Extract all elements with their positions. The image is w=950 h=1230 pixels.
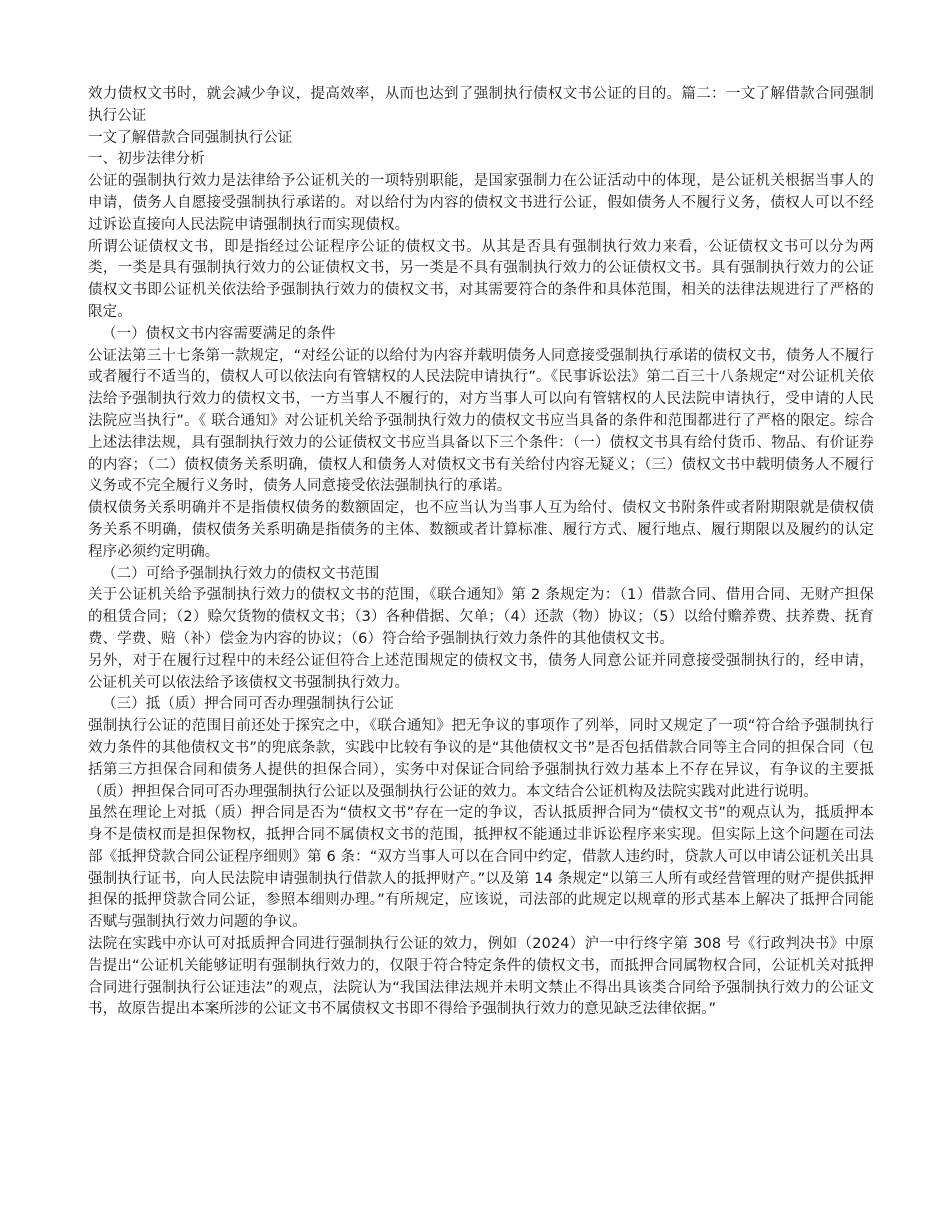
subheading-mortgage-contracts: （三）抵（质）押合同可否办理强制执行公证 — [102, 696, 394, 713]
paragraph-unnotarized-documents: 另外，对于在履行过程中的未经公证但符合上述范围规定的债权文书，债务人同意公证并同意接受强制执行的，经申请，公证机关可以依法给予该债权文书强制执行效力。 — [88, 652, 874, 691]
paragraph-legal-provisions: 公证法第三十七条第一款规定，“对经公证的以给付为内容并载明债务人同意接受强制执行承诺的债权文书，债务人不履行或者履行不适当的，债权人可以依法向有管辖权的人民法院申请执行”。《民事诉讼法》第二百三十八条规定“对公证机关依法给予强制执行效力的债权文书，一方当事人不履行的，对方当事人可以向有管辖权的人民法院申请执行，受申请的人民法院应当执行”。《 联合通知》对公证机关给予强制执行效力的债权文书应当具备的条件和范围都进行了严格的限定。综合上述法律法规，具有强制执行效力的公证债权文书应当具备以下三个条件：（一）债权文书具有给付货币、物品、有价证券的内容；（二）债权债务关系明确，债权人和债务人对债权文书有关给付内容无疑义；（三）债权文书中载明债务人不履行义务或不完全履行义务时，债务人同意接受依法强制执行的承诺。 — [88, 347, 874, 495]
paragraph-court-practice: 法院在实践中亦认可对抵质押合同进行强制执行公证的效力，例如（2024）沪一中行终字第 308 号《行政判决书》中原告提出“公证机关能够证明有强制执行效力的，仅限于符合特定条件的债权文书，而抵押合同属物权合同，公证机关对抵押合同进行强制执行公证违法”的观点，法院认为“我国法律法规并未明文禁止不得出具该类合同给予强制执行效力的公证文书，故原告提出本案所涉的公证文书不属债权文书即不得给予强制执行效力的意见缺乏法律依据。” — [88, 936, 874, 1018]
paragraph-notary-enforcement-power: 公证的强制执行效力是法律给予公证机关的一项特别职能，是国家强制力在公证活动中的体现，是公证机关根据当事人的申请，债务人自愿接受强制执行承诺的。对以给付为内容的债权文书进行公证，假如债务人不履行义务，债权人可以不经过诉讼直接向人民法院申请强制执行而实现债权。 — [88, 173, 874, 233]
paragraph-clear-relationship: 债权债务关系明确并不是指债权债务的数额固定，也不应当认为当事人互为给付、债权文书附条件或者附期限就是债权债务关系不明确，债权债务关系明确是指债务的主体、数额或者计算标准、履行方式、履行地点、履行期限以及履约的认定程序必须约定明确。 — [88, 500, 874, 560]
paragraph-scope-list: 关于公证机关给予强制执行效力的债权文书的范围，《联合通知》第 2 条规定为：（1）借款合同、借用合同、无财产担保的租赁合同；（2）赊欠货物的债权文书；（3）各种借据、欠单；（4）还款（物）协议；（5）以给付赡养费、扶养费、抚育费、学费、赔（补）偿金为内容的协议；（6）符合给予强制执行效力条件的其他债权文书。 — [88, 587, 874, 647]
paragraph-theory-dispute: 虽然在理论上对抵（质）押合同是否为“债权文书”存在一定的争议，否认抵质押合同为“债权文书”的观点认为，抵质押本身不是债权而是担保物权，抵押合同不属债权文书的范围，抵押权不能通过非诉讼程序来实现。但实际上这个问题在司法部《抵押贷款合同公证程序细则》第 6 条：“双方当事人可以在合同中约定，借款人违约时，贷款人可以申请公证机关出具强制执行证书，向人民法院申请强制执行借款人的抵押财产。”以及第 14 条规定“以第三人所有或经营管理的财产提供抵押担保的抵押贷款合同公证，参照本细则办理。”有所规定，应该说，司法部的此规定以规章的形式基本上解决了抵押合同能否赋与强制执行效力问题的争议。 — [88, 805, 874, 931]
document-page — [88, 84, 874, 1021]
paragraph-enforcement-scope-dispute: 强制执行公证的范围目前还处于探究之中，《联合通知》把无争议的事项作了列举，同时又规定了一项“符合给予强制执行效力条件的其他债权文书”的兜底条款，实践中比较有争议的是“其他债权文书”是否包括借款合同等主合同的担保合同（包括第三方担保合同和债务人提供的担保合同），实务中对保证合同给予强制执行效力基本上不存在异议，有争议的主要抵（质）押担保合同可否办理强制执行公证以及强制执行公证的效力。本文结合公证机构及法院实践对此进行说明。 — [88, 718, 874, 800]
article-title: 一文了解借款合同强制执行公证 — [88, 129, 293, 146]
section-heading-preliminary-analysis: 一、初步法律分析 — [88, 151, 205, 168]
paragraph-notarized-debt-instrument: 所谓公证债权文书，即是指经过公证程序公证的债权文书。从其是否具有强制执行效力来看，公证债权文书可以分为两类，一类是具有强制执行效力的公证债权文书，另一类是不具有强制执行效力的公证债权文书。具有强制执行效力的公证债权文书即公证机关依法给予强制执行效力的债权文书，对其需要符合的条件和具体范围，相关的法律法规进行了严格的限定。 — [88, 238, 874, 320]
subheading-scope: （二）可给予强制执行效力的债权文书范围 — [102, 565, 380, 582]
subheading-content-conditions: （一）债权文书内容需要满足的条件 — [102, 325, 336, 342]
paragraph-continuation: 效力债权文书时，就会减少争议，提高效率，从而也达到了强制执行债权文书公证的目的。篇二：一文了解借款合同强制执行公证 — [88, 86, 874, 124]
